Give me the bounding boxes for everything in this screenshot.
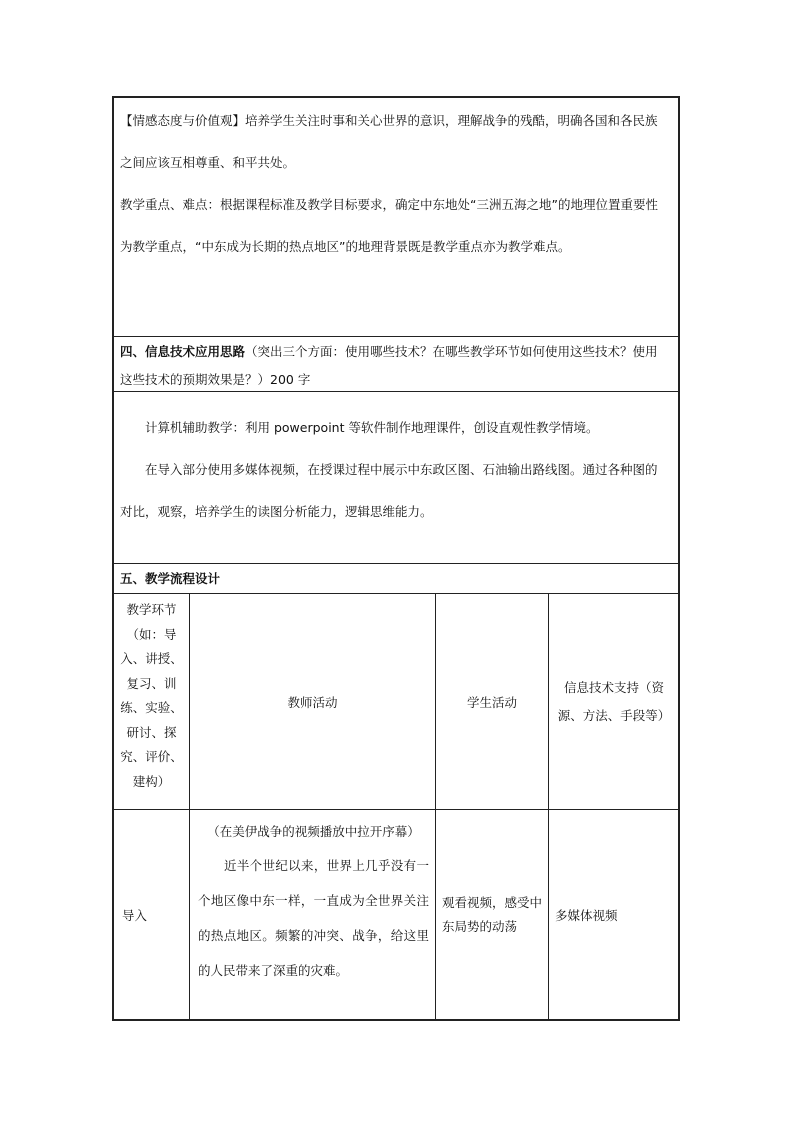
flow-design-header bbox=[114, 563, 678, 593]
teacher-activity-cell bbox=[189, 810, 435, 1019]
teacher-activity-note: （在美伊战争的视频播放中拉开序幕） bbox=[207, 824, 420, 839]
emotion-and-focus-section bbox=[114, 98, 678, 336]
multimedia-paragraph: 在导入部分使用多媒体视频，在授课过程中展示中东政区图、石油输出路线图。通过各种图的对比，观察，培养学生的读图分析能力，逻辑思维能力。 bbox=[120, 462, 658, 519]
it-application-heading-text bbox=[114, 337, 678, 394]
flow-design-title: 五、教学流程设计 bbox=[120, 571, 221, 586]
student-activity-cell: 观看视频，感受中东局势的动荡 bbox=[435, 810, 548, 1019]
teacher-activity-text: 近半个世纪以来，世界上几乎没有一个地区像中东一样，一直成为全世界关注的热点地区。频繁的冲突、战争，给这里的人民带来了深重的灾难。 bbox=[198, 858, 429, 978]
stage-cell: 导入 bbox=[122, 907, 148, 923]
lesson-plan-table bbox=[112, 96, 680, 1021]
it-application-content bbox=[114, 391, 678, 563]
it-application-note: （突出三个方面：使用哪些技术？在哪些教学环节如何使用这些技术？使用这些技术的预期效果是？）200 字 bbox=[120, 344, 658, 387]
cai-paragraph: 计算机辅助教学：利用 powerpoint 等软件制作地理课件，创设直观性教学情境。 bbox=[145, 420, 599, 435]
emotion-attitude-paragraph: 【情感态度与价值观】培养学生关注时事和关心世界的意识，理解战争的残酷，明确各国和各民族之间应该互相尊重、和平共处。 bbox=[120, 113, 658, 170]
table-row bbox=[114, 809, 678, 1019]
it-application-header bbox=[114, 336, 678, 391]
stage-column-header: 教学环节（如：导入、讲授、复习、训练、实验、研讨、探究、评价、建构） bbox=[120, 602, 183, 789]
student-column-header: 学生活动 bbox=[435, 594, 548, 809]
teacher-column-header: 教师活动 bbox=[189, 594, 435, 809]
flow-table-header-row bbox=[114, 593, 678, 809]
key-difficult-points-paragraph: 教学重点、难点：根据课程标准及教学目标要求，确定中东地处“三洲五海之地”的地理位置重要性为教学重点，“中东成为长期的热点地区”的地理背景既是教学重点亦为教学难点。 bbox=[120, 197, 658, 254]
info-tech-support-cell: 多媒体视频 bbox=[548, 810, 679, 1019]
info-tech-column-header: 信息技术支持（资源、方法、手段等） bbox=[548, 594, 679, 809]
it-application-title: 四、信息技术应用思路 bbox=[120, 344, 246, 359]
